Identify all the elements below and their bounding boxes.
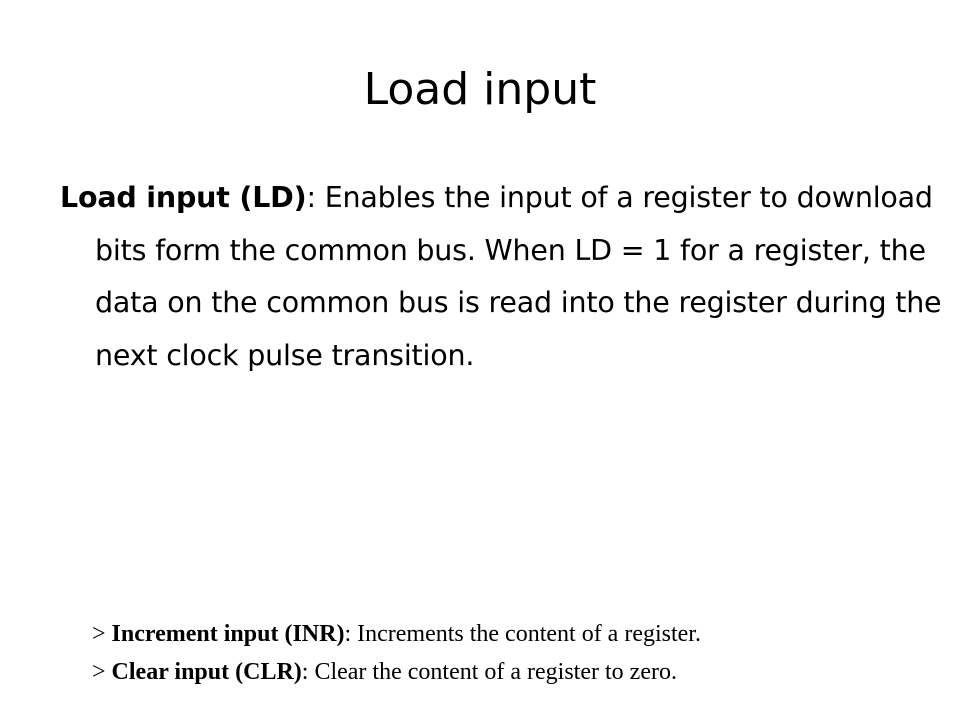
- note-bullet: >: [92, 659, 112, 685]
- note-increment-input: [92, 615, 932, 653]
- note-separator: :: [344, 621, 358, 647]
- slide-title: Load input: [363, 64, 597, 115]
- note-term: Increment input (INR): [111, 621, 345, 647]
- note-text: Clear the content of a register to zero.: [314, 659, 677, 685]
- note-separator: :: [301, 659, 315, 685]
- body-text: Enables the input of a register to download bits form the common bus. When LD = 1 for a register, the data on the common bus is read into the register during the next clock pulse transition.: [95, 181, 942, 372]
- body-term: Load input (LD): [60, 181, 307, 214]
- note-clear-input: [92, 653, 932, 691]
- body-separator: :: [306, 181, 325, 214]
- body-paragraph: [60, 172, 955, 382]
- note-text: Increments the content of a register.: [357, 621, 701, 647]
- notes-list: [92, 615, 932, 691]
- note-term: Clear input (CLR): [111, 659, 302, 685]
- note-bullet: >: [92, 621, 112, 647]
